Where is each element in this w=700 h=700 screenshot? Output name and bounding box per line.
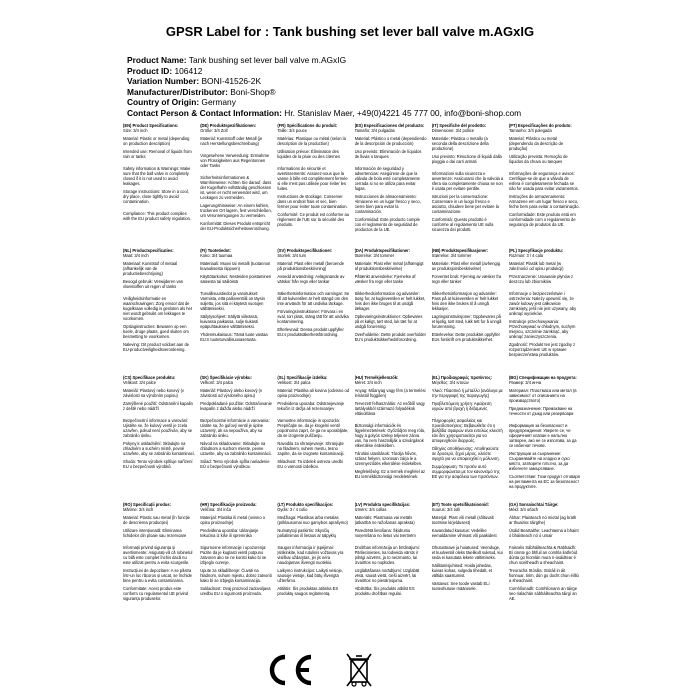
spec-text: Velikost: 3/4 palca xyxy=(277,380,311,385)
spec-text: Предназначение: Премахване на течности от дъжд или резервоари xyxy=(508,406,574,416)
spec-text xyxy=(432,541,504,542)
spec-text: Material: Plastika ali kovina (odvisno od opisa proizvodnje) xyxy=(277,388,350,398)
spec-text: Material: Plast eller metall (beroende på produktionsbeskrivning) xyxy=(277,261,345,271)
spec-text: Opslaginstructies: Bewaren op een koele, droge plaats, goed sluiten om besmetting te voorkomen. xyxy=(123,324,189,339)
spec-text: Πληροφορίες ασφαλείας και προειδοποιήσεις: Βεβαιωθείτε ότι η βαλβίδα σφαιρών είναι εντελώς κλειστή εάν δεν χρησιμοποιείται για να αποφευχθούν διαρροές. xyxy=(431,418,503,443)
spec-text: Materiale: Plastica o metallo (a seconda della descrizione della produzione) xyxy=(431,136,489,151)
spec-text: Veiligheidsinformatie en waarschuwingen: Zorg ervoor dat de kogelkraan volledig is gesloten als het niet wordt gebruikt om lekkages te voorkomen. xyxy=(123,296,192,321)
spec-heading: (SL) Specifikacije izdelka: xyxy=(277,375,328,380)
spec-text: Material: Plastic or metal (depending on production description) xyxy=(123,136,190,146)
spec-text: Sukladnost: Ovaj proizvod zadovoljava uredbu EU o sigurnosti proizvoda. xyxy=(200,586,271,596)
spec-text: Størrelse: 3/4 tommer xyxy=(431,253,472,258)
spec-text: Instruções de armazenamento: Armazene em um lugar fresco e seco, feche bem para evitar a contaminação. xyxy=(508,194,580,209)
spec-text: Vastavus: See toode vastab ELi tooteohutuse määrusele. xyxy=(431,581,490,591)
spec-text xyxy=(432,167,504,168)
info-value: Germany xyxy=(199,97,236,108)
spec-text: Informações de segurança e avisos: Certifique-se de que a válvula de esfera é completamente fechada se não for usada para evitar vazamentos. xyxy=(508,171,579,191)
product-info xyxy=(127,55,521,119)
info-value: 106412 xyxy=(172,65,203,76)
spec-text: Konformität: Dieses Produkt entspricht der EU-Produktsicherheitsverordnung. xyxy=(200,221,271,231)
spec-column xyxy=(277,502,349,652)
spec-text: Shoda: Tento výrobek splňuje nařízení EU o bezpečnosti výrobků. xyxy=(123,459,193,469)
spec-text xyxy=(432,414,504,415)
spec-text: Instrukcje przechowywania: Przechowywać w chłodnym, suchym miejscu, szczelnie zamknąć, aby uniknąć zanieczyszczenia. xyxy=(508,319,576,339)
spec-text: Size: 3/4 inch xyxy=(123,128,148,133)
spec-text: Predpokladané použitie: Odstraňovanie kvapalín z dažďa alebo nádrží xyxy=(200,401,272,411)
spec-text: Efterlevnad: Denna produkt uppfyller EU:s produktsäkerhetsförordning. xyxy=(277,327,344,337)
spec-heading: (IT) Specifiche del prodotto: xyxy=(431,123,487,128)
spec-heading: (ES) Especificaciones del producto: xyxy=(354,123,425,128)
crossed-bin-icon xyxy=(344,651,374,689)
spec-column xyxy=(277,375,349,502)
spec-text: Vorgesehene Verwendung: Entnahme von Flüssigkeiten aus Regentonnen oder Tanks xyxy=(200,153,270,168)
spec-text xyxy=(123,162,195,163)
spec-text: Velikost: 3/4 palce xyxy=(123,380,156,385)
spec-text: Utilisation prévue: Élimination des liquides de la pluie ou des citernes xyxy=(277,149,340,159)
spec-text: Sikkerhetsinformasjon og advarsler: Pass på at kuleventilen er helt lukket hvis den ikke brukes til å unngå lekkasjer. xyxy=(431,291,499,311)
spec-column xyxy=(355,123,427,248)
spec-text: Material: Plastic sau metal (în funcție de descrierea producției) xyxy=(123,515,190,525)
spec-text xyxy=(123,207,195,208)
info-line xyxy=(127,87,521,98)
spec-heading: (ET) Toote spetsifikatsioonid: xyxy=(431,502,489,507)
spec-text: Conformitate: Acest produs este conform cu regulamentul UE privind siguranța produselor. xyxy=(123,586,189,601)
spec-text: Yhdenmukaisuus: Tämä tuote vastaa EU:n tuoteturvallisuusasetusta. xyxy=(200,332,268,342)
spec-text xyxy=(277,287,349,288)
spec-text: Varnostne informacije in opozorila: Prepričajte se, da je krogelni ventil popolnoma zaprt, če ga ne uporabljate, da se izognete puščanju. xyxy=(277,418,349,438)
info-label: Product ID: xyxy=(127,65,173,76)
spec-column xyxy=(509,248,581,375)
spec-heading: (EN) Product Specifications: xyxy=(123,123,179,128)
spec-column xyxy=(277,248,349,375)
spec-text: Dimensione: 3/4 pollice xyxy=(431,128,475,133)
spec-text: Numatytoji paskirtis: Skysčių pašalinimas iš lietaus ar talpyklų xyxy=(277,528,336,538)
spec-text: Bezpečnostní informace a varování: Ujistěte se, že kulový ventil je zcela uzavřen, pokud není používán, aby se zabránilo úniku. xyxy=(123,418,193,438)
spec-text: Materiał: Plastik lub metal (w zależności od opisu produkcji) xyxy=(508,261,564,271)
spec-text: Инструкции за съхранение: Съхранявайте на хладно и сухо място, затворете плътно, за да избегнете замърсяване. xyxy=(508,451,570,471)
spec-text: Ohutusteave ja hoiatused: Veenduge, et kuulventiil oleks täielikult suletud, kui seda ei kasutata lekete vältimiseks. xyxy=(431,545,503,560)
spec-column xyxy=(123,375,195,502)
spec-text xyxy=(277,541,349,542)
spec-text: Lagringsinstruksjoner: Oppbevares på et kjølig, tørt sted, lukk tett for å unngå forurensning. xyxy=(431,314,502,329)
spec-text: Atbilstība: Šis produkts atbilst ES produktu drošības regulai. xyxy=(354,586,415,596)
spec-heading: (LT) Produkto specifikacijos: xyxy=(277,502,334,507)
spec-column xyxy=(509,375,581,502)
spec-text: Υλικό: Πλαστικό ή μέταλλο (ανάλογα με την περιγραφή της παραγωγής) xyxy=(431,388,503,398)
spec-text: Compliance: This product complies with the EU product safety regulation. xyxy=(123,211,192,221)
spec-heading: (FR) Spécifications du produit: xyxy=(277,123,338,128)
info-label: Product Name: xyxy=(127,55,187,65)
spec-text: Storage instructions: Store in a cool, dry place, close tightly to avoid contamination. xyxy=(123,189,189,204)
spec-text: Material: Plástico o metal (dependiendo de la descripción de producción) xyxy=(354,136,427,146)
spec-text: Avsedd användning: Avlägsnande av vätskor från regn eller tankar xyxy=(277,274,345,284)
spec-text: Størrelse: 3/4 tommer xyxy=(354,253,395,258)
spec-text: Mărime: 3/4 inch xyxy=(123,507,154,512)
spec-heading: (NL) Productspecificaties: xyxy=(123,248,174,253)
spec-text xyxy=(200,414,272,415)
spec-text: Informazioni sulla sicurezza e avvertenze: Assicurarsi che la valvola a sfera sia completamente chiusa se non è usata per evitare perdite. xyxy=(431,171,504,191)
spec-text: Tervezett felhasználás: Az esőből vagy tartályokból származó folyadékok eltávolítása xyxy=(354,401,425,416)
spec-text: Materijal: Plastika ili metal (ovisno o opisu proizvodnje) xyxy=(200,515,266,525)
spec-text: Material: Plástico ou metal (dependendo da descrição de produção) xyxy=(508,136,564,151)
spec-text: Materiale: Plast eller metall (avhengig av produksjonsbeskrivelse) xyxy=(431,261,501,271)
spec-text: Säkerhetsinformation och varningar: Se till att kulventilen är helt stängd om den inte används för att undvika läckage. xyxy=(277,291,350,306)
spec-text: Etterlevelse: Dette produktet oppfyller EUs forskrift om produktsikkerhet. xyxy=(431,332,501,342)
spec-text: Συμμόρφωση: Το προϊόν αυτό συμμορφώνεται με τον κανονισμό της ΕΕ για την ασφάλεια των προϊόντων. xyxy=(431,464,500,479)
spec-text xyxy=(432,287,504,288)
spec-heading: (DA) Produktspecifikationer: xyxy=(354,248,411,253)
spec-text: Paredzētā lietošana: Šķidrumu noņemšana no lietus vai tvertnēm xyxy=(354,528,416,538)
spec-text: Predviđena uporaba: Uklanjanje tekućina iz kiše ili spremnika xyxy=(200,528,259,538)
spec-text xyxy=(200,171,272,172)
spec-text: Comhlíonadh: Comhlíonann an táirge seo rialachán sábháilteachta táirgí an AE. xyxy=(508,586,577,601)
spec-text xyxy=(509,287,581,288)
spec-text: Méret: 3/4 inch xyxy=(354,380,382,385)
spec-heading: (RO) Specificații produs: xyxy=(123,502,171,507)
spec-text: Conformità: Questo prodotto è conforme al regolamento UE sulla sicurezza dei prodotti. xyxy=(431,217,494,232)
spec-text: Maat: 3/4 inch xyxy=(123,253,149,258)
spec-text: Saugos informacija ir įspėjimai: Įsitikinkite, kad rutulinis vožtuvas yra visiškai uždarytas, jei jis nėra naudojamas išvengti nuotėkio. xyxy=(277,545,344,565)
spec-text: Naleving: Dit product voldoet aan de EU-productveiligheidsverordening. xyxy=(123,342,189,352)
spec-text: Instructions de stockage: Conserver dans un endroit frais et sec, bien fermer pour éviter toute contamination. xyxy=(277,194,348,209)
spec-text: Materiale: Plast eller metal (afhængigt af produktionsbeskrivelse) xyxy=(354,261,424,271)
spec-column xyxy=(277,123,349,248)
spec-text: Matériau: Plastique ou métal (selon la description de la production) xyxy=(277,136,346,146)
spec-text: Προβλεπόμενη χρήση: Αφαίρεση υγρών από βροχή ή δεξαμενές xyxy=(431,401,492,411)
spec-text: Koko: 3/4 tuumaa xyxy=(200,253,233,258)
spec-heading: (NB) Produktspesifikasjoner: xyxy=(431,248,489,253)
spec-text: Materiál: Plastový nebo kovový (v závislosti na výrobním popisu) xyxy=(123,388,184,398)
spec-text: Istruzioni per la conservazione: Conservare in un luogo fresco e asciutto, chiudere bene per evitare la contaminazione. xyxy=(431,194,499,214)
spec-text: Anyag: Műanyag vagy fém (a termelési leírástól függően) xyxy=(354,388,426,398)
spec-text: Bezpečnostné informácie a varovania: Uistite sa, že guľový ventil je úplne uzavretý, ak sa nepoužíva, aby sa zabránilo úniku. xyxy=(200,418,270,438)
spec-text: Käyttötarkoitus: Nesteiden poistaminen sateesta tai säiliöistä xyxy=(200,274,272,284)
spec-column xyxy=(355,375,427,502)
spec-text xyxy=(123,541,195,542)
spec-text: Materiaal: Kunststof of metaal (afhankelijk van de productiebeschrijving) xyxy=(123,261,178,276)
spec-text: Navodila za shranjevanje: Shranjujte na hladnem, suhem mestu, tesno zaprite, da se izognete kontaminaciji. xyxy=(277,441,345,456)
spec-column xyxy=(355,502,427,652)
spec-text xyxy=(355,162,427,163)
spec-text: Megfelelőség: Ez a termék megfelel az EU termékbiztonsági rendeletének. xyxy=(354,469,426,479)
spec-text: Laikymo instrukcijos: Laikyti vėsioje, sausoje vietoje, kad būtų išvengta užteršimo. xyxy=(277,568,343,583)
spec-text: Rozmiar: 3 / 4 cala xyxy=(508,253,544,258)
spec-row xyxy=(123,248,581,375)
spec-text: Biztonsági információk és figyelmeztetések: Győződjön meg róla, hogy a golyós szelep teljesen zárva van, ha nem használják a szivárgások elkerülése érdekében. xyxy=(354,423,426,448)
spec-heading: (HU) Termékjellemzők: xyxy=(354,375,399,380)
spec-text: Izmērs: 3/4 collas xyxy=(354,507,387,512)
spec-column xyxy=(432,375,504,502)
info-value: Tank bushing set lever ball valve m.AGxIG xyxy=(186,55,347,65)
spec-heading: (BG) Спецификации на продукта: xyxy=(508,375,577,380)
spec-column xyxy=(200,375,272,502)
spec-heading: (CS) Specifikace produktu: xyxy=(123,375,176,380)
spec-text: Informations de sécurité et avertissements: Assurez-vous que la vanne à bille est complètement fermée si elle n'est pas utilisée pour éviter les fuites. xyxy=(277,166,348,191)
info-line xyxy=(127,108,521,119)
spec-text: Conformité: Ce produit est conforme au règlement de l'UE sur la sécurité des produits. xyxy=(277,212,350,227)
page-title: GPSR Label for : Tank bushing set lever ball valve m.AGxIG xyxy=(165,24,535,39)
spec-text xyxy=(277,162,349,163)
spec-column xyxy=(509,123,581,248)
spec-column xyxy=(509,502,581,652)
spec-text: Påtænkt anvendelse: Fjernelse af væsker fra regn eller tanke xyxy=(354,274,416,284)
info-line xyxy=(127,97,521,108)
info-label: Variation Number: xyxy=(127,76,200,87)
spec-text: Información de seguridad y advertencias: Asegúrese de que la válvula de bola esté completamente cerrada si no se utiliza para evitar fugas. xyxy=(354,166,420,191)
spec-text: Conformidad: Este producto cumple con el reglamento de seguridad de productos de la UE. xyxy=(354,217,420,232)
spec-heading: (PL) Specyfikacje produktu: xyxy=(508,248,564,253)
spec-text: Pokyny k uskladnění: Skladujte na chladném a suchém místě, pevně uzavřete, aby se zabránilo kontaminaci. xyxy=(123,441,195,456)
spec-text: Информация за безопасност и предупреждения: Уверете се, че сферичният клапан е напълно затворен, ако не се използва, за да се избегнат течове. xyxy=(508,423,577,448)
spec-text: Zamýšlené použití: Odstranění kapalin z deště nebo nádrží xyxy=(123,401,193,411)
spec-text: Säilitamisjuhised: Hoida jahedas, kuivas kohas, sulgeda tihedalt, et vältida saastumist. xyxy=(431,563,493,578)
spec-row xyxy=(123,123,581,248)
spec-text: Úsáid Beartaithe: Leachtanna a bhaint ó bháisteach nó ó umair xyxy=(508,528,579,538)
spec-text: Uso previsto: Rimozione di liquidi dalla pioggia o dai carri armati xyxy=(431,154,502,164)
spec-text: Intended use: Removal of liquids from rain or tanks xyxy=(123,149,192,159)
spec-text: Skladnost: Ta izdelek ustreza uredbi EU o varnosti izdelkov. xyxy=(277,459,343,469)
spec-text: Οδηγίες αποθήκευσης: Αποθηκεύστε σε δροσερό, ξηρό μέρος, κλείστε σφιχτά για να αποφευχθεί η μόλυνση. xyxy=(431,446,500,461)
spec-text: Medžiaga: Plastikas arba metalas (priklausomai nuo gamybos aprašymo) xyxy=(277,515,348,525)
spec-column xyxy=(432,502,504,652)
spec-row xyxy=(123,375,581,502)
info-label: Country of Origin: xyxy=(127,97,200,108)
spec-text: Materiāls: Plastmasa vai metāls (atkarībā no ražošanas apraksta) xyxy=(354,515,415,525)
spec-text: Utilização prevista: Remoção de líquidos da chuva ou tanques xyxy=(508,154,568,164)
spec-text: Veľkosť: 3/4 palca xyxy=(200,380,233,385)
spec-text: Safety information & Warnings: Make sure that the ball valve is completely closed if it is not used to avoid leakages. xyxy=(123,166,191,186)
spec-text: Przeznaczenie: Usuwanie płynów z deszczu lub zbiorników xyxy=(508,274,574,284)
spec-text xyxy=(509,167,581,168)
spec-text: Dydis: 3 / 4 colio xyxy=(277,507,308,512)
spec-text: Materiál: Plastový alebo kovový (v závislosti od výrobného opisu) xyxy=(200,388,263,398)
spec-text: Informații privind siguranța și avertismente: Asigurați-vă că robinetul cu bilă este complet închis dacă nu este utilizat pentru a evita scurgerile. xyxy=(123,545,193,565)
spec-text: Zgodność: Produkt ten jest zgodny z rozporządzeniem UE w sprawie bezpieczeństwa produktów. xyxy=(508,342,576,357)
spec-text: Förvaringsinstruktioner: Förvara i en sval, torr plats, stäng tätt för att undvika kontaminering. xyxy=(277,309,349,324)
spec-text: Sikkerhedsinformation og advarsler: Sørg for, at kugleventilen er helt lukket, hvis den ikke bruges til at undgå lækager. xyxy=(354,291,426,311)
spec-column xyxy=(200,502,272,652)
spec-text: Beoogd gebruik: Verwijderen van vloeistoffen uit regen of tanks xyxy=(123,279,184,289)
spec-text: Instrucțiuni de depozitare: A se păstra într-un loc răcoros și uscat, se închide bine pentru a evita contaminarea. xyxy=(123,568,192,583)
spec-text: Μέγεθος: 3/4 ιντσών xyxy=(431,380,469,385)
spec-text: Tamaño: 3/4 pulgadas xyxy=(354,128,395,133)
spec-text xyxy=(509,419,581,420)
spec-text: Conformidade: Este produto está em conformidade com o regulamento de segurança de produtos da UE. xyxy=(508,212,576,227)
info-value: Hr. Stanislav Maer, +49(0)4221 45 777 00, info@boni-shop.com xyxy=(281,107,522,118)
spec-text: Drošības informācija un brīdinājumi: Pārliecinieties, ka lodveida vārsts ir pilnīgi aizvērts, ja to neizmanto, lai izvairītos no noplūdes. xyxy=(354,545,420,565)
spec-text: Taille: 3/4 pouce xyxy=(277,128,307,133)
spec-text: Treoracha Stórála: Stóráil in áit fionnuar, tirim, dún go docht chun éilliú a sheachaint. xyxy=(508,568,579,583)
spec-text: Lagerungshinweise: An einem kühlen, trockenen Ort lagern, fest verschließen, um Verunreinigungen zu vermeiden. xyxy=(200,203,272,218)
spec-text: Размер: 3/4 инча xyxy=(508,380,542,385)
spec-text: Upute za skladištenje: Čuvati na hladnom, suhom mjestu, dobro zatvoriti kako bi se izbjegla kontaminacija. xyxy=(200,568,272,583)
spec-text: Материал: Пластмаса или метал (в зависимост от описанието на производството) xyxy=(508,388,577,403)
spec-heading: (GA) Sonraíochtaí Táirge: xyxy=(508,502,559,507)
spec-text xyxy=(200,149,272,150)
spec-grid xyxy=(123,123,581,652)
spec-text xyxy=(277,414,349,415)
spec-column xyxy=(123,248,195,375)
info-line xyxy=(127,66,521,77)
spec-text: Súlad: Tento výrobok spĺňa nariadenie EÚ o bezpečnosti výrobkov. xyxy=(200,459,270,469)
info-label: Manufacturer/Distributor: xyxy=(127,86,228,97)
spec-column xyxy=(355,248,427,375)
spec-text: Utilizare intenționată: Eliminarea lichidelor din ploaie sau rezervoare xyxy=(123,528,187,538)
spec-column xyxy=(123,123,195,248)
spec-column xyxy=(200,123,272,248)
spec-text: Tamanho: 3/4 polegada xyxy=(508,128,552,133)
spec-heading: (SK) Špecifikácie výrobku: xyxy=(200,375,252,380)
info-line xyxy=(127,55,521,66)
spec-text: Méid: 3/4 orlach xyxy=(508,507,539,512)
spec-text: Informacje o bezpieczeństwie i ostrzeżenia: Należy upewnić się, że zawór kulowy jest całkowicie zamknięty, jeśli nie jest używany, aby uniknąć wycieków. xyxy=(508,291,577,316)
spec-column xyxy=(200,248,272,375)
spec-text: Atitiktis: Šis produktas atitinka ES produktų saugos reglamentą. xyxy=(277,586,339,596)
spec-heading: (FI) Tuotetiedot: xyxy=(200,248,232,253)
spec-text: Materjal: Plast või metall (sõltuvalt tootmise kirjeldusest) xyxy=(431,515,494,525)
spec-text: Съответствие: Този продукт отговаря на регламента на ЕС за безопасност на продуктите. xyxy=(508,474,580,489)
spec-text: Faisnéis Sábháilteachta & Rabhaidh: Bí cinnte go bhfuil an comhla liathróid dúnta go hiomlán mura n-úsáidtear é chun sceitheadh a sheachaint. xyxy=(508,545,577,565)
spec-row xyxy=(123,502,581,652)
spec-text: Materiaali: Muovi tai metalli (tuotannon kuvauksesta riippuen) xyxy=(200,261,271,271)
spec-heading: (EL) Προδιαγραφές προϊόντος: xyxy=(431,375,493,380)
info-value: BONI-41526-2K xyxy=(199,76,262,87)
spec-heading: (LV) Produkta specifikācijas: xyxy=(354,502,411,507)
spec-text xyxy=(200,541,272,542)
spec-text xyxy=(355,419,427,420)
spec-text: Predvidena uporaba: Odstranjevanje tekočin iz dežja ali rezervoarjev xyxy=(277,401,345,411)
spec-column xyxy=(432,123,504,248)
spec-text: Kavandatud kasutus: Vedelike eemaldamine vihmast või paakidest xyxy=(431,528,497,538)
spec-text: Návod na skladovanie: Skladujte na chladnom a suchom mieste, pevne uzavrite, aby sa zabránilo kontaminácii. xyxy=(200,441,272,456)
spec-text: Instrucciones de almacenamiento: Almacene en un lugar fresco y seco, cierre bien para evitar la contaminación. xyxy=(354,194,421,214)
spec-text xyxy=(509,541,581,542)
spec-heading: (PT) Especificações do produto: xyxy=(508,123,572,128)
spec-text: Uso previsto: Eliminación de líquidos de lluvia o tanques xyxy=(354,149,422,159)
ce-mark-icon xyxy=(263,653,315,687)
spec-heading: (SV) Produktspecifikationer: xyxy=(277,248,333,253)
spec-text: Suurus: 3/4 tolli xyxy=(431,507,460,512)
spec-text xyxy=(123,292,195,293)
spec-heading: (DE) Produktspezifikationen: xyxy=(200,123,257,128)
spec-text xyxy=(355,541,427,542)
info-label: Contact Person & Contact Information: xyxy=(127,107,282,118)
spec-text: Sigurnosne informacije i upozorenja: Pazite da je kuglasti ventil potpuno zatvoren ako se ne koristi kako bi se izbjeglo curenje. xyxy=(200,545,267,565)
spec-text: Tárolási utasítások: Tárolja hűvös, száraz helyen, szorosan zárja le a szennyeződés elkerülése érdekében. xyxy=(354,451,423,466)
spec-text xyxy=(123,414,195,415)
spec-text: Opbevaringsinstruktioner: Opbevares på et køligt, tørt sted, luk tæt for at undgå forurening. xyxy=(354,314,423,329)
info-line xyxy=(127,76,521,87)
spec-text: Material: Kunststoff oder Metall (je nach Herstellungsbeschreibung) xyxy=(200,136,263,146)
spec-text: Säilytysohjeet: Säilytä viileässä, kuivassa paikassa, sulje tiukasti epäpuhtauksien välttämiseksi. xyxy=(200,314,258,329)
info-value: Boni-Shop® xyxy=(227,86,276,97)
spec-text: Größe: 3/4 Zoll xyxy=(200,128,228,133)
spec-text: Ábhar: Plaisteach nó miotal (ag brath ar thuairisc táirgthe) xyxy=(508,515,577,525)
spec-text: Overholdelse: Dette produkt overholder EU's produktsikkerhedsforordning. xyxy=(354,332,427,342)
spec-text: Storlek: 3/4 tum xyxy=(277,253,307,258)
spec-column xyxy=(123,502,195,652)
spec-text xyxy=(355,287,427,288)
spec-text: Uzglabāšanas norādījumi: Uzglabāt vēsā, sausā vietā, cieši aizvērt, lai izvairītos no piesārņojuma. xyxy=(354,568,420,583)
spec-text: Turvallisuustiedot ja varoitukset: Varmista, että palloventtiili on täysin suljettu, jos sitä ei käytetä vuotojen välttämiseksi. xyxy=(200,291,265,311)
spec-text: Veličina: 3/4 inča xyxy=(200,507,231,512)
spec-heading: (HR) Specifikacije proizvoda: xyxy=(200,502,257,507)
spec-text xyxy=(200,287,272,288)
spec-text: Forventet bruk: Fjerning av væsker fra regn eller tanker xyxy=(431,274,502,284)
spec-column xyxy=(432,248,504,375)
spec-text: Sicherheitsinformationen & Warnhinweise: Achten Sie darauf, dass der Kugelhahn vollständig geschlossen ist, wenn er nicht verwendet wird, um Leckagen zu vermeiden. xyxy=(200,175,272,200)
